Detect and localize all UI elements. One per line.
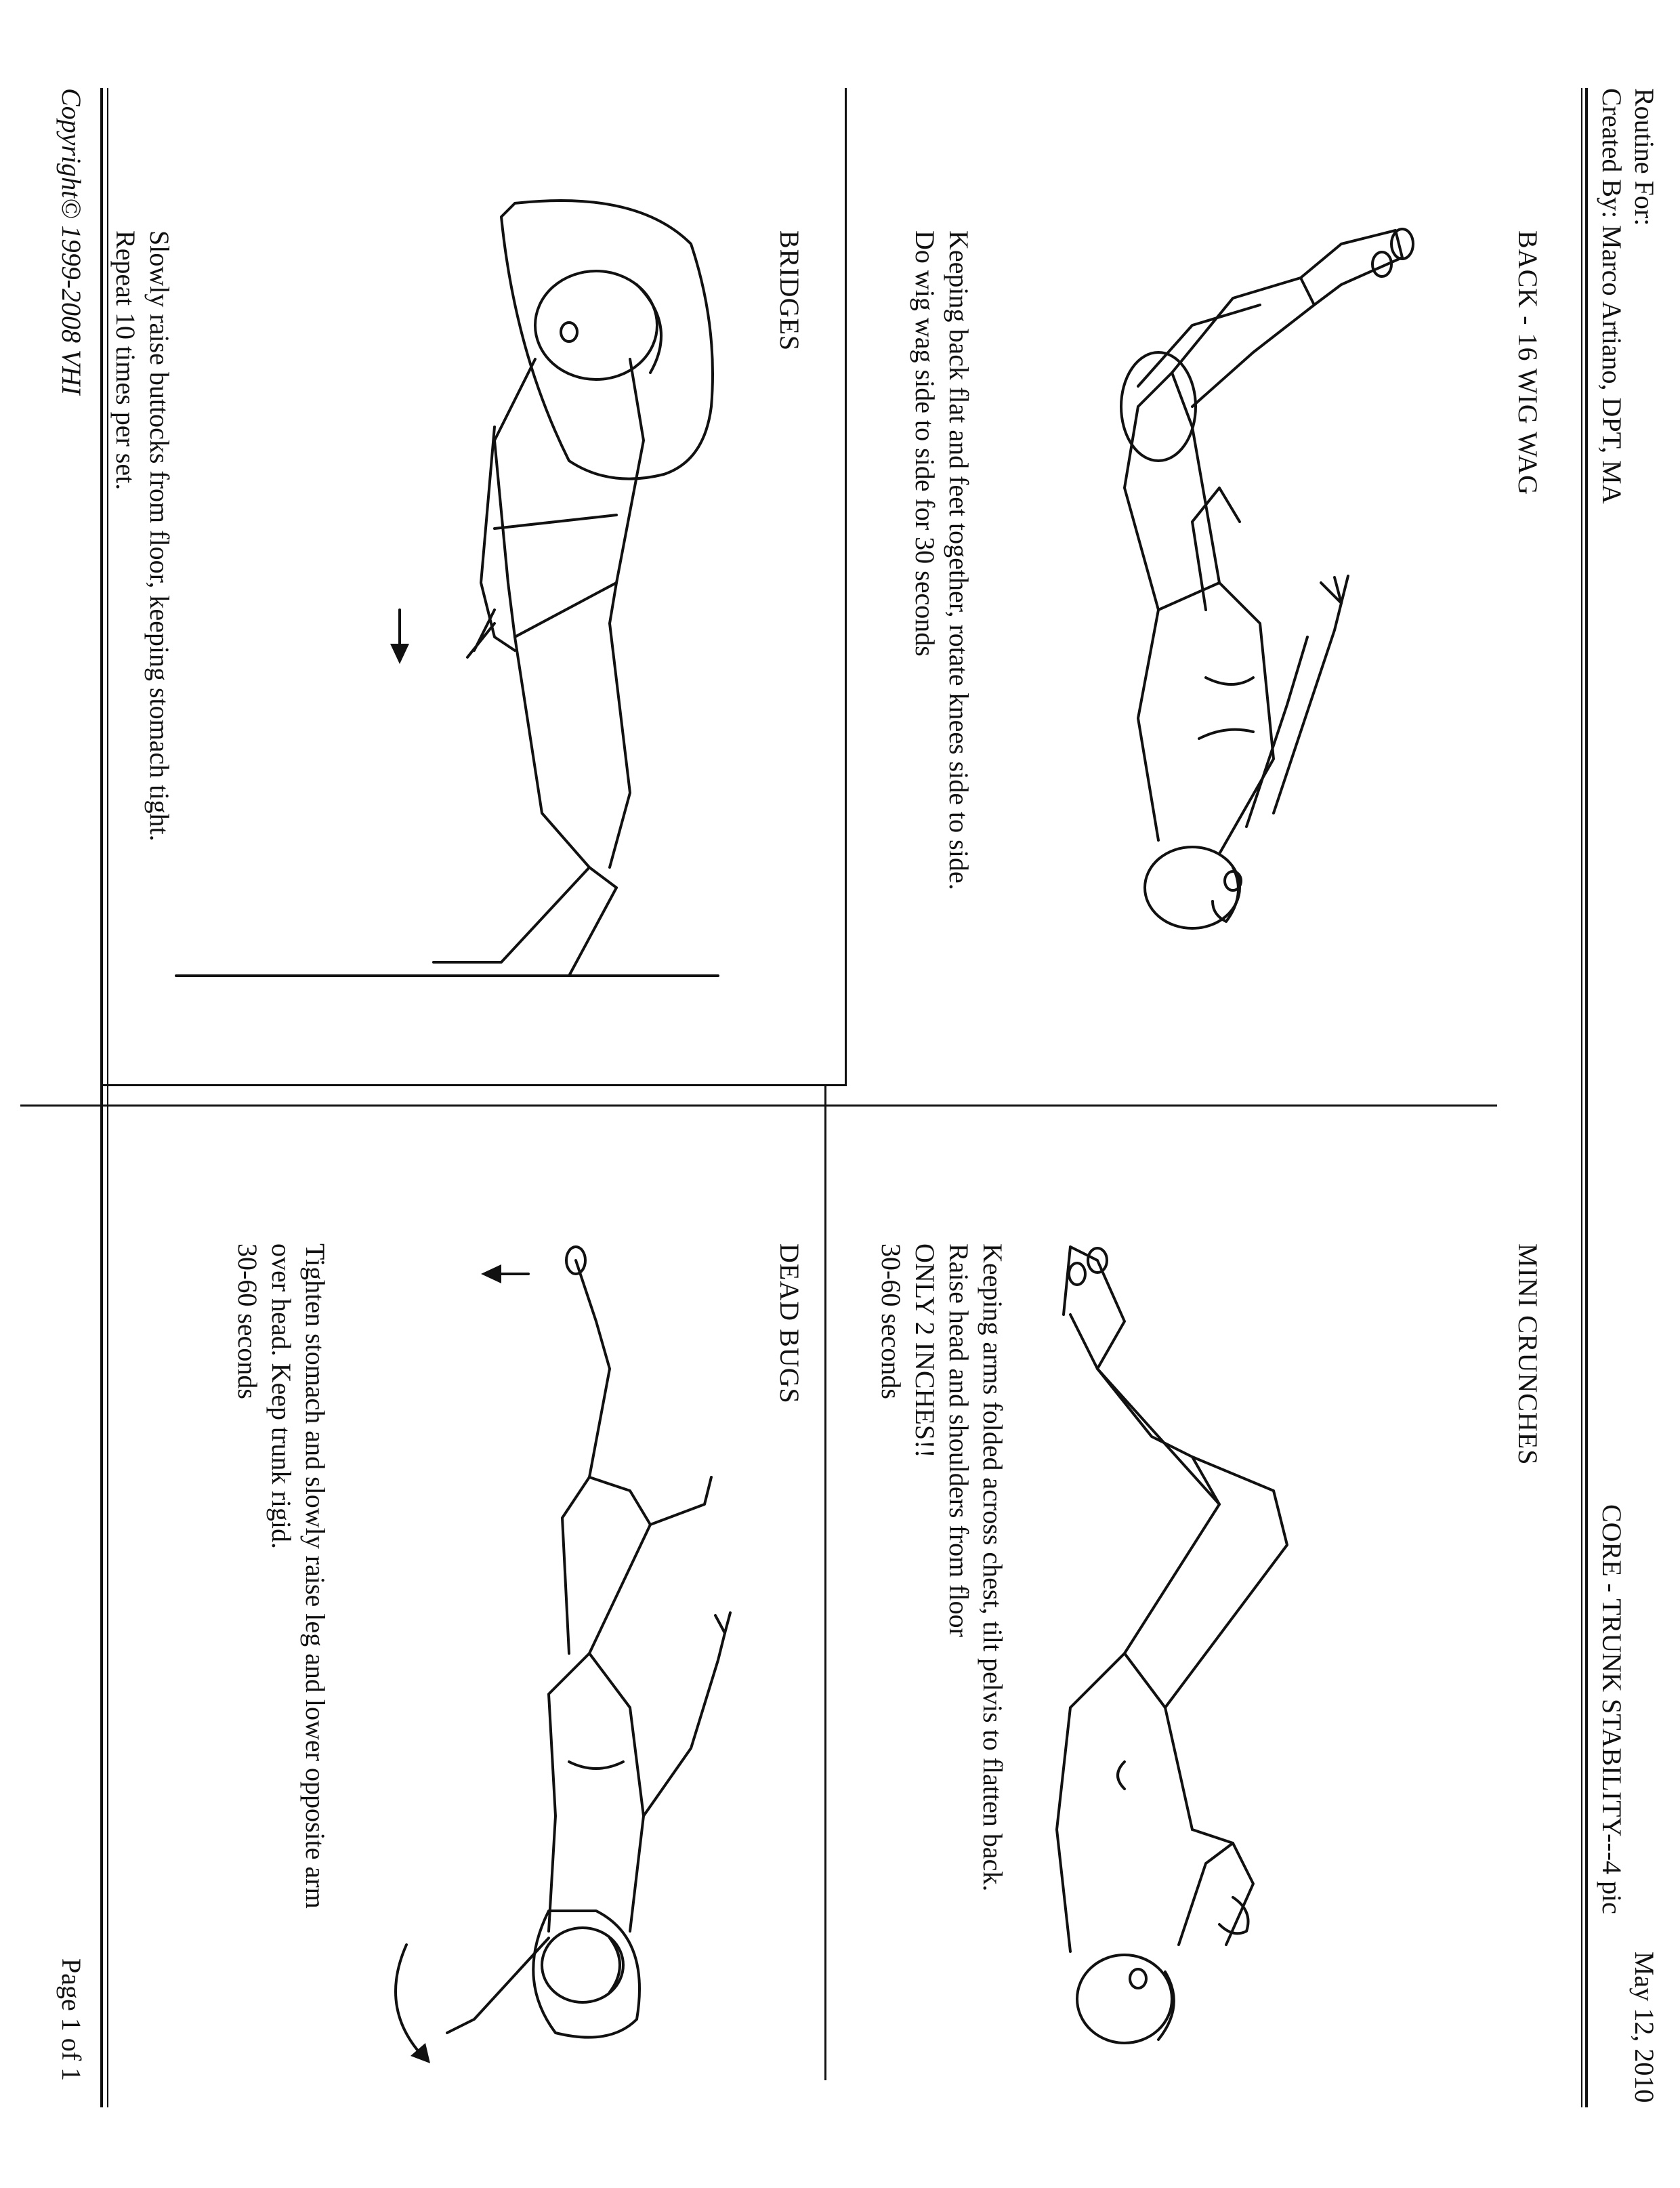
dead-bugs-instruction-1: Tighten stomach and slowly raise leg and lower opposite arm <box>300 1243 331 1909</box>
vertical-divider-top <box>20 1105 1497 1107</box>
mini-crunches-instruction-2: Raise head and shoulders from floor <box>944 1243 974 1637</box>
mini-crunches-instruction-3: ONLY 2 INCHES!! <box>910 1243 940 1458</box>
dead-bug-figure-icon <box>352 1233 732 2046</box>
dead-bugs-instruction-2: over head. Keep trunk rigid. <box>266 1243 297 1549</box>
horizontal-divider-right <box>824 1084 826 2080</box>
partial-crunch-figure-icon <box>1016 1233 1477 2046</box>
copyright: Copyright© 1999-2008 VHI <box>56 88 87 395</box>
mini-crunches-instruction-1: Keeping arms folded across chest, tilt pelvis to flatten back. <box>978 1243 1008 1892</box>
page-number: Page 1 of 1 <box>56 1958 87 2082</box>
routine-title: CORE - TRUNK STABILITY---4 pic <box>1597 1504 1627 1914</box>
footer-rule <box>100 88 103 2107</box>
exercise-title-mini-crunches: MINI CRUNCHES <box>1513 1243 1543 1466</box>
header-rule-thin <box>1581 88 1582 2107</box>
exercise-title-wig-wag: BACK - 16 WIG WAG <box>1513 230 1543 496</box>
created-by: Created By: Marco Artiano, DPT, MA <box>1597 88 1627 504</box>
routine-for-label: Routine For: <box>1629 88 1660 226</box>
footer-rule-thin <box>107 88 108 2107</box>
bridge-figure-icon <box>176 203 718 983</box>
supine-knee-rotation-figure-icon <box>989 203 1477 949</box>
exercise-title-dead-bugs: DEAD BUGS <box>774 1243 805 1404</box>
wig-wag-instruction-1: Keeping back flat and feet together, rotate knees side to side. <box>944 230 974 890</box>
bridges-instruction-1: Slowly raise buttocks from floor, keeping stomach tight. <box>144 230 175 842</box>
sheet-date: May 12, 2010 <box>1629 1952 1660 2103</box>
bridges-instruction-2: Repeat 10 times per set. <box>110 230 141 491</box>
exercise-title-bridges: BRIDGES <box>774 230 805 352</box>
dead-bugs-instruction-3: 30-60 seconds <box>232 1243 263 1399</box>
mini-crunches-instruction-4: 30-60 seconds <box>876 1243 906 1399</box>
horizontal-divider-left <box>845 88 847 1084</box>
wig-wag-instruction-2: Do wig wag side to side for 30 seconds <box>910 230 940 657</box>
vertical-divider-bottom <box>102 1084 847 1086</box>
header-rule <box>1585 88 1588 2107</box>
